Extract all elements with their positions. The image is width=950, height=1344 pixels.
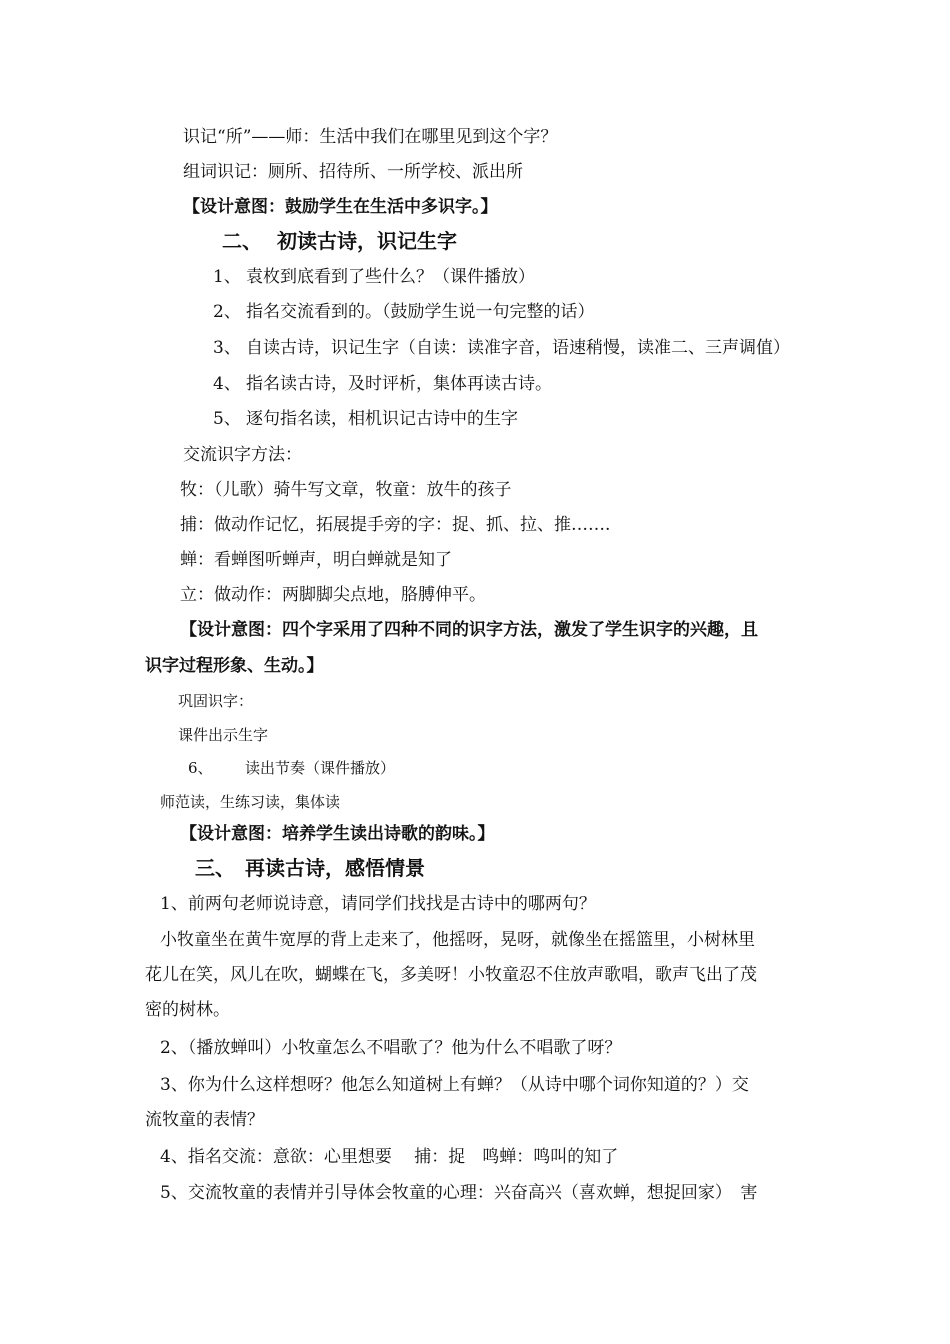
text-line: 捕：做动作记忆，拓展提手旁的字：捉、抓、拉、推……. xyxy=(180,515,611,535)
text-line: 2、（播放蝉叫）小牧童怎么不唱歌了？他为什么不唱歌了呀？ xyxy=(160,1038,622,1058)
paragraph-line: 小牧童坐在黄牛宽厚的背上走来了，他摇呀，晃呀，就像坐在摇篮里，小树林里 xyxy=(160,930,755,950)
list-number: 4、 xyxy=(213,374,241,394)
text-line: 4、指名交流：意欲：心里想要 捕：捉 鸣蝉：鸣叫的知了 xyxy=(160,1147,619,1167)
paragraph-line: 花儿在笑，风儿在吹，蝴蝶在飞，多美呀！小牧童忍不住放声歌唱，歌声飞出了茂 xyxy=(145,965,757,985)
section-title: 初读古诗，识记生字 xyxy=(277,229,457,253)
list-text: 指名读古诗，及时评析，集体再读古诗。 xyxy=(246,374,552,394)
list-item xyxy=(213,300,595,324)
text-line: 师范读，生练习读，集体读 xyxy=(160,793,341,811)
text-line: 5、交流牧童的表情并引导体会牧童的心理：兴奋高兴（喜欢蝉，想捉回家） 害 xyxy=(160,1183,758,1203)
text-line: 交流识字方法： xyxy=(183,445,302,465)
text-line: 立：做动作：两脚脚尖点地，胳膊伸平。 xyxy=(180,585,486,605)
list-text: 读出节奏（课件播放） xyxy=(245,759,396,777)
section-number: 三、 xyxy=(195,856,235,880)
list-number: 6、 xyxy=(188,759,213,777)
list-number: 5、 xyxy=(213,409,241,429)
paragraph-line: 流牧童的表情？ xyxy=(145,1110,264,1130)
paragraph-line: 密的树林。 xyxy=(145,1000,230,1020)
paragraph-line: 3、你为什么这样想呀？他怎么知道树上有蝉？（从诗中哪个词你知道的？）交 xyxy=(160,1075,749,1095)
design-intent-note-cont: 识字过程形象、生动。】 xyxy=(145,656,324,676)
list-item xyxy=(213,336,790,360)
list-item xyxy=(213,372,552,396)
text-line: 巩固识字： xyxy=(178,692,254,710)
design-intent-note: 【设计意图：鼓励学生在生活中多识字。】 xyxy=(183,197,498,217)
list-text: 指名交流看到的。（鼓励学生说一句完整的话） xyxy=(246,302,595,322)
text-line: 组词识记：厕所、招待所、一所学校、派出所 xyxy=(183,162,523,182)
list-item xyxy=(213,407,518,431)
text-line: 蝉：看蝉图听蝉声，明白蝉就是知了 xyxy=(180,550,452,570)
text-line: 课件出示生字 xyxy=(178,726,269,744)
list-text: 逐句指名读，相机识记古诗中的生字 xyxy=(246,409,518,429)
list-item xyxy=(213,265,535,289)
text-line: 牧：（儿歌）骑牛写文章，牧童：放牛的孩子 xyxy=(180,480,512,500)
section-heading xyxy=(222,229,457,253)
section-title: 再读古诗，感悟情景 xyxy=(245,856,425,880)
list-item xyxy=(188,756,395,780)
list-text: 袁枚到底看到了些什么？（课件播放） xyxy=(246,267,535,287)
list-number: 1、 xyxy=(213,267,241,287)
section-number: 二、 xyxy=(222,229,262,253)
design-intent-note: 【设计意图：四个字采用了四种不同的识字方法，激发了学生识字的兴趣，且 xyxy=(180,620,758,640)
text-line: 1、前两句老师说诗意，请同学们找找是古诗中的哪两句？ xyxy=(160,894,596,914)
list-number: 3、 xyxy=(213,338,241,358)
section-heading xyxy=(195,856,425,880)
list-number: 2、 xyxy=(213,302,241,322)
design-intent-note: 【设计意图：培养学生读出诗歌的韵味。】 xyxy=(180,824,495,844)
list-text: 自读古诗，识记生字（自读：读准字音，语速稍慢，读准二、三声调值） xyxy=(246,338,790,358)
text-line: 识记“所”——师：生活中我们在哪里见到这个字？ xyxy=(183,127,558,147)
